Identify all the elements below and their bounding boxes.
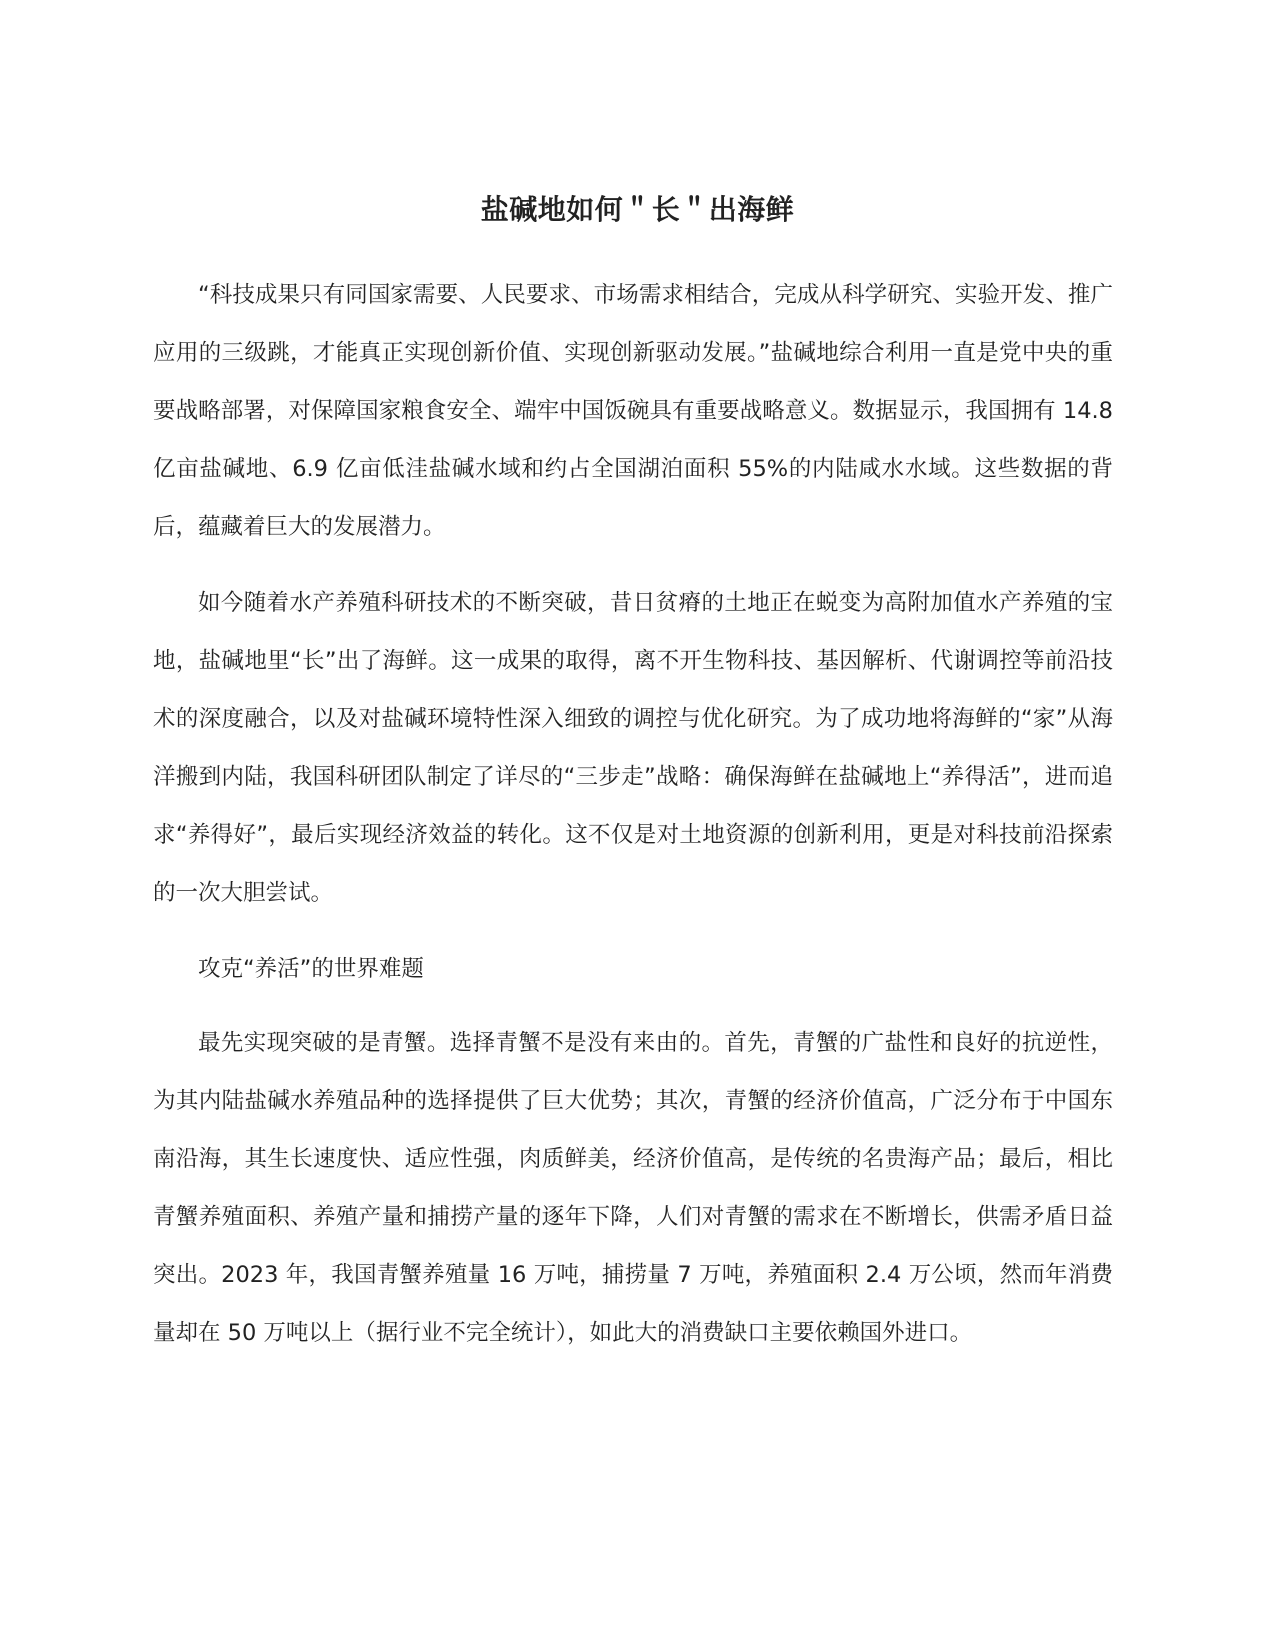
article-body — [153, 266, 1113, 1380]
paragraph-intro: “科技成果只有同国家需要、人民要求、市场需求相结合，完成从科学研究、实验开发、推广应用的三级跳，才能真正实现创新价值、实现创新驱动发展。”盐碱地综合利用一直是党中央的重要战略部署，对保障国家粮食安全、端牢中国饭碗具有重要战略意义。数据显示，我国拥有 14.8 亿亩盐碱地、6.9 亿亩低洼盐碱水域和约占全国湖泊面积 55%的内陆咸水水域。这些数据的背后，蕴藏着巨大的发展潜力。 — [153, 282, 1113, 540]
page-title: 盐碱地如何＂长＂出海鲜 — [480, 193, 795, 226]
section-heading: 攻克“养活”的世界难题 — [198, 956, 424, 982]
paragraph-breakthrough: 如今随着水产养殖科研技术的不断突破，昔日贫瘠的土地正在蜕变为高附加值水产养殖的宝地，盐碱地里“长”出了海鲜。这一成果的取得，离不开生物科技、基因解析、代谢调控等前沿技术的深度融合，以及对盐碱环境特性深入细致的调控与优化研究。为了成功地将海鲜的“家”从海洋搬到内陆，我国科研团队制定了详尽的“三步走”战略：确保海鲜在盐碱地上“养得活”，进而追求“养得好”，最后实现经济效益的转化。这不仅是对土地资源的创新利用，更是对科技前沿探索的一次大胆尝试。 — [153, 590, 1113, 906]
paragraph-green-crab: 最先实现突破的是青蟹。选择青蟹不是没有来由的。首先，青蟹的广盐性和良好的抗逆性，为其内陆盐碱水养殖品种的选择提供了巨大优势；其次，青蟹的经济价值高，广泛分布于中国东南沿海，其生长速度快、适应性强，肉质鲜美，经济价值高，是传统的名贵海产品；最后，相比青蟹养殖面积、养殖产量和捕捞产量的逐年下降，人们对青蟹的需求在不断增长，供需矛盾日益突出。2023 年，我国青蟹养殖量 16 万吨，捕捞量 7 万吨，养殖面积 2.4 万公顷，然而年消费量却在 50 万吨以上（据行业不完全统计），如此大的消费缺口主要依赖国外进口。 — [153, 1030, 1113, 1346]
